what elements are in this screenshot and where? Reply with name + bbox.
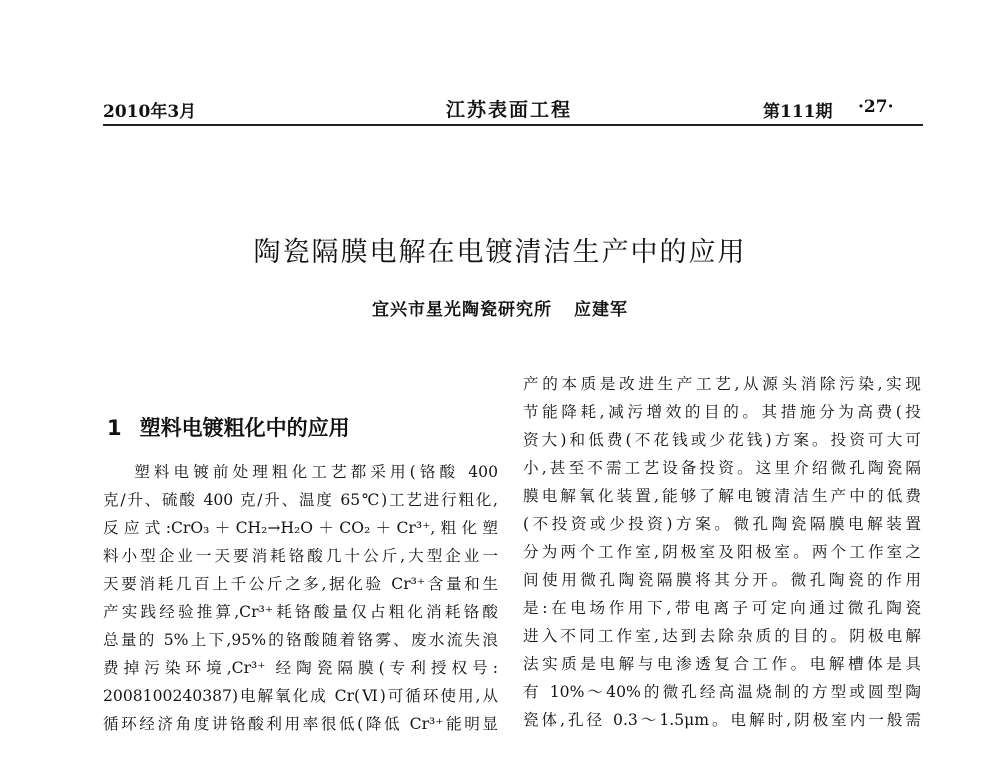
journal-name: 江苏表面工程 (446, 99, 573, 121)
header-rule (103, 124, 923, 126)
paragraph-line: 反应式:CrO₃＋CH₂→H₂O＋CO₂＋Cr³⁺,粗化塑 (103, 519, 498, 537)
paragraph-line: 塑料电镀前处理粗化工艺都采用(铬酸 400 (134, 463, 498, 481)
paragraph-line: 产实践经验推算,Cr³⁺耗铬酸量仅占粗化消耗铬酸 (103, 603, 498, 621)
paragraph-line: 是:在电场作用下,带电离子可定向通过微孔陶瓷 (523, 599, 921, 617)
paragraph-line: 克/升、硫酸 400 克/升、温度 65℃)工艺进行粗化, (103, 491, 498, 509)
running-header (103, 93, 923, 123)
paragraph-line: 2008100240387)电解氧化成 Cr(Ⅵ)可循环使用,从 (103, 687, 498, 705)
article-title: 陶瓷隔膜电解在电镀清洁生产中的应用 (253, 237, 747, 268)
paragraph-line: 节能降耗,减污增效的目的。其措施分为高费(投 (523, 403, 921, 421)
paragraph-line: 分为两个工作室,阴极室及阳极室。两个工作室之 (523, 543, 921, 561)
paragraph-line: 间使用微孔陶瓷隔膜将其分开。微孔陶瓷的作用 (523, 571, 921, 589)
page-number: ·27· (858, 97, 894, 117)
issue-number: 第111期 (763, 102, 833, 122)
paragraph-line: 瓷体,孔径 0.3～1.5μm。电解时,阴极室内一般需 (523, 711, 921, 729)
paragraph-line: 产的本质是改进生产工艺,从源头消除污染,实现 (523, 375, 921, 393)
byline (0, 295, 1000, 320)
author: 应建军 (574, 300, 628, 320)
paragraph-line: 料小型企业一天要消耗铬酸几十公斤,大型企业一 (103, 547, 498, 565)
paragraph-line: (不投资或少投资)方案。微孔陶瓷隔膜电解装置 (523, 515, 921, 533)
paragraph-line: 总量的 5%上下,95%的铬酸随着铬雾、废水流失浪 (103, 631, 498, 649)
paragraph-line: 费掉污染环境,Cr³⁺ 经陶瓷隔膜(专利授权号: (103, 659, 498, 677)
paragraph-line: 有 10%～40%的微孔经高温烧制的方型或圆型陶 (523, 683, 921, 701)
affiliation: 宜兴市星光陶瓷研究所 (372, 300, 552, 320)
paragraph-line: 资大)和低费(不花钱或少花钱)方案。投资可大可 (523, 431, 921, 449)
left-column (103, 458, 498, 738)
paragraph-line: 膜电解氧化装置,能够了解电镀清洁生产中的低费 (523, 487, 921, 505)
section-heading (107, 412, 350, 442)
paragraph-line: 天要消耗几百上千公斤之多,据化验 Cr³⁺含量和生 (103, 575, 498, 593)
right-column (523, 370, 921, 734)
paragraph-line: 进入不同工作室,达到去除杂质的目的。阴极电解 (523, 627, 921, 645)
paragraph-line: 法实质是电解与电渗透复合工作。电解槽体是具 (523, 655, 921, 673)
header-date: 2010年3月 (103, 102, 197, 122)
paragraph-line: 循环经济角度讲铬酸利用率很低(降低 Cr³⁺能明显 (103, 715, 498, 733)
section-number: 1 (107, 416, 122, 440)
section-title: 塑料电镀粗化中的应用 (139, 416, 350, 440)
paragraph-line: 小,甚至不需工艺设备投资。这里介绍微孔陶瓷隔 (523, 459, 921, 477)
